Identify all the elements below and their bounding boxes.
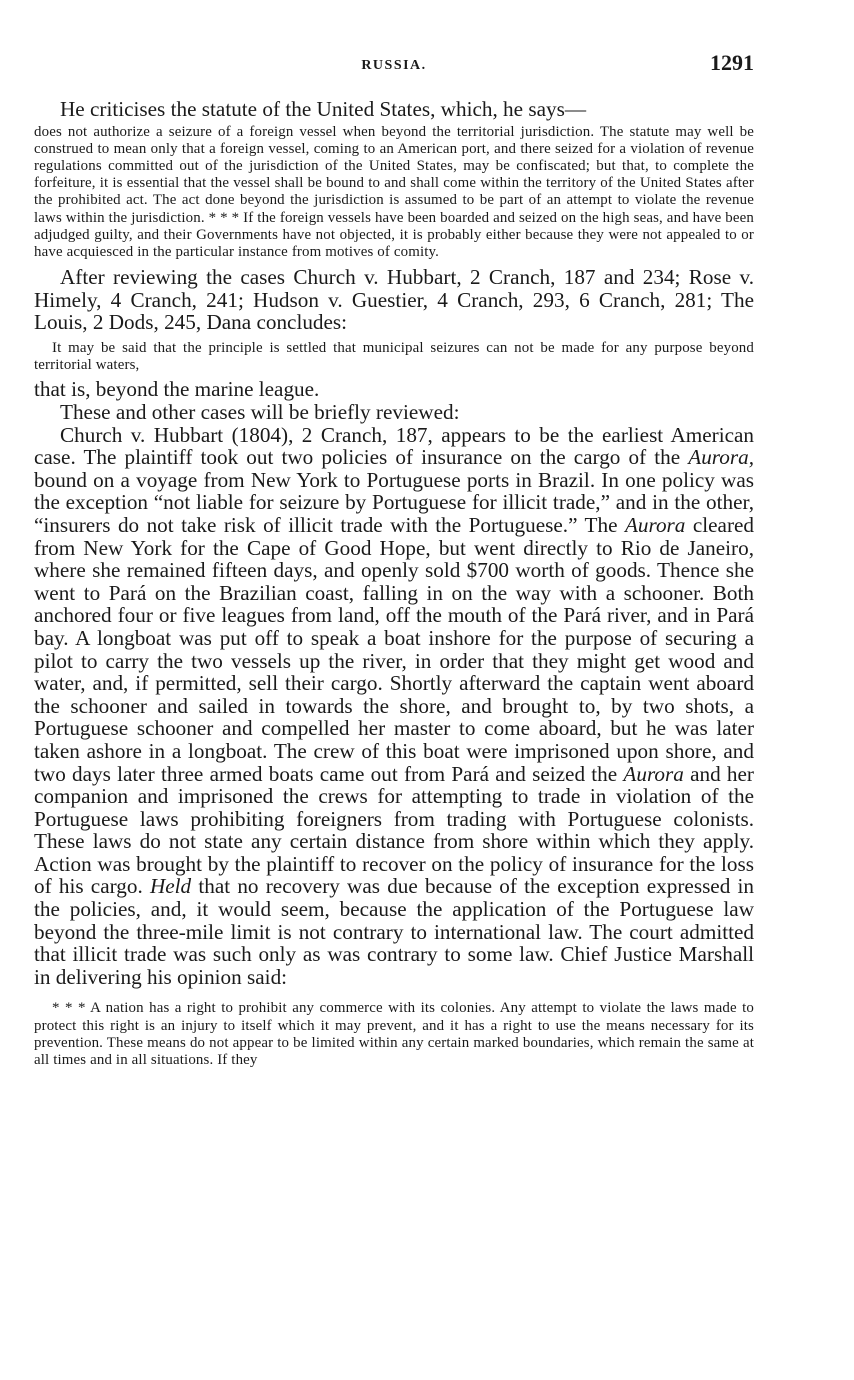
paragraph-text: and her companion and imprisoned the crews for attempting to trade in violation of the Portuguese laws prohibiting foreigners from trading with Portuguese colonists. These laws do not state any certain distance from shore within which they apply. Action was brought by the plaintiff to recover on the policy of insurance for the loss of his cargo. [34,761,754,899]
held-label: Held [149,874,192,899]
paragraph-text: bound on a voyage from New York to Portuguese ports in Brazil. In one policy was the exception “not liable for seizure by Portuguese for illicit trade,” and in the other, “insurers do not take risk of illicit trade with the Portuguese.” The [34,467,754,537]
document-page [34,44,754,1069]
church-hubbart-paragraph [34,424,754,989]
paragraph-text: that no recovery was due because of the exception expressed in the policies, and, it would seem, because the application of the Portuguese law beyond the three-mile limit is not contrary to international law. The court admitted that illicit trade was such only as was contrary to some law. Chief Justice Marshall in delivering his opinion said: [34,874,754,989]
block-quote-principle: It may be said that the principle is settled that municipal seizures can not be made for any purpose beyond territorial waters, [34,340,754,374]
marine-league-line: that is, beyond the marine league. [34,377,320,402]
block-quote-statute: does not authorize a seizure of a foreign vessel when beyond the territorial jurisdiction. The statute may well be construed to mean only that a foreign vessel, coming to an American port, and there seized for a violation of revenue regulations committed out of the jurisdiction of the United States, may be confiscated; but that, to complete the forfeiture, it is essential that the vessel shall be bound to and shall come within the territory of the United States after the prohibited act. The act done beyond the jurisdiction is assumed to be part of an attempt to violate the revenue laws within the jurisdiction. * * * If the foreign vessels have been boarded and seized on the high seas, and have been adjudged guilty, and their Governments have not objected, it is probably either because they were not appealed to or have acquiesced in the particular instance from motives of comity. [34,123,754,261]
briefly-reviewed-line: These and other cases will be briefly reviewed: [60,400,460,424]
paragraph-text: cleared from New York for the Cape of Good Hope, but went directly to Rio de Janeiro, where she remained fifteen days, and openly sold $700 worth of goods. Thence she went to Pará on the Brazilian coast, falling in on the way with a schooner. Both anchored four or five leagues from land, off the mouth of the Pará river, and in Pará bay. A longboat was put off to speak a boat inshore for the purpose of securing a pilot to carry the two vessels up the river, in order that they might get wood and water, and, if permitted, sell their cargo. Shortly afterward the captain went aboard the schooner and sailed in towards the shore, and brought to, by two shots, a Portuguese schooner and compelled her master to come aboard, but he was later taken ashore in a longboat. The crew of this boat were imprisoned upon shore, and two days later three armed boats came out from Pará and seized the [34,512,754,786]
block-quote-marshall: * * * A nation has a right to prohibit any commerce with its colonies. Any attempt to violate the laws made to protect this right is an injury to itself which it may prevent, and it has a right to use the means necessary for its prevention. These means do not appear to be limited within any certain marked boundaries, which remain the same at all times and in all situations. If they [34,1000,754,1069]
ship-name-aurora: Aurora [623,761,684,786]
page-number: 1291 [710,50,754,75]
running-title: RUSSIA. [361,58,427,73]
ship-name-aurora: Aurora, [688,445,754,470]
running-header [34,44,754,78]
lead-sentence: He criticises the statute of the United States, which, he says— [60,97,587,121]
ship-name-aurora: Aurora [624,512,686,537]
paragraph-text: Church v. Hubbart (1804), 2 Cranch, 187, appears to be the earliest American case. The plaintiff took out two policies of insurance on the cargo of the [34,422,754,470]
cases-reviewed-paragraph: After reviewing the cases Church v. Hubbart, 2 Cranch, 187 and 234; Rose v. Himely, 4 Cranch, 241; Hudson v. Guestier, 4 Cranch, 293, 6 Cranch, 281; The Louis, 2 Dods, 245, Dana concludes: [34,265,754,335]
